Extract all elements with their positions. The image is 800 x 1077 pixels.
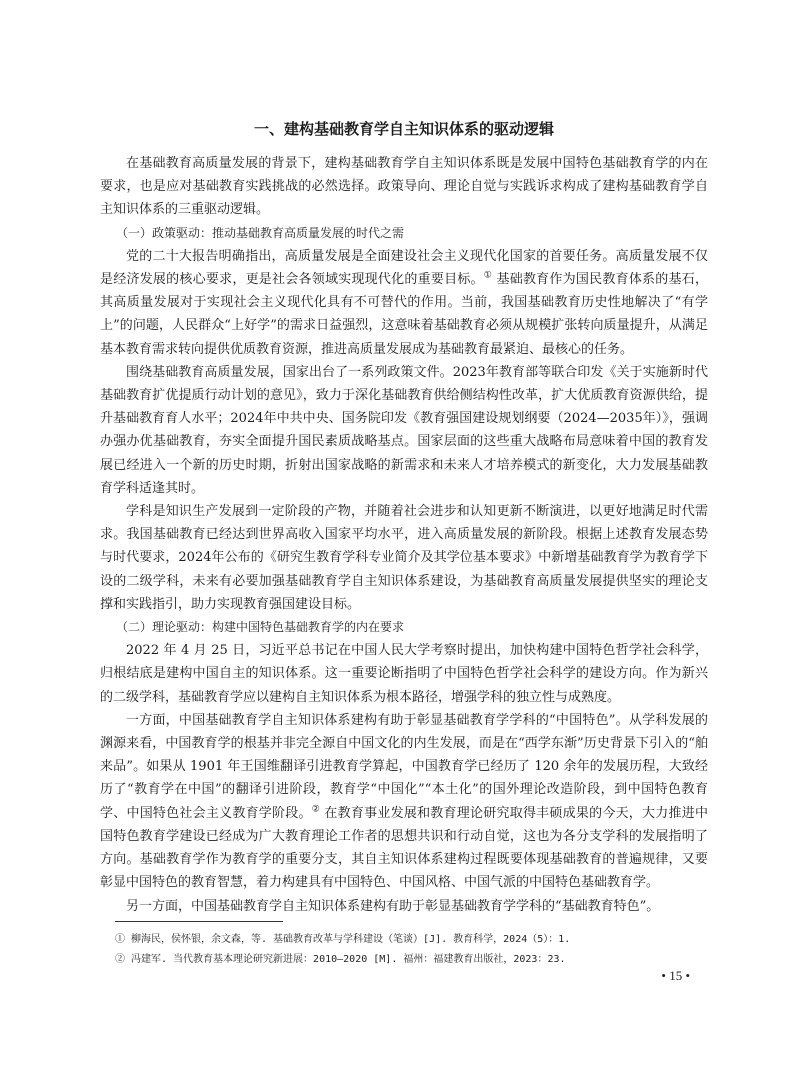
page-number: • 15 •	[661, 968, 690, 983]
paragraph-text: 在教育事业发展和教育理论研究取得丰硕成果的今天，大力推进中国特色教育学建设已经成为广大教育理论工作者的思想共识和行动自觉，这也为各分支学科的发展指明了方向。基础教育学作为教育学的重要分支，其自主知识体系建构过程既要体现基础教育的普遍规律，又要彰显中国特色的教育智慧，着力构建具有中国特色、中国风格、中国气派的中国特色基础教育学。	[100, 805, 708, 891]
footnotes	[115, 930, 715, 970]
footnote-divider	[115, 921, 283, 922]
article-body	[100, 118, 708, 918]
paragraph-text: 党的二十大报告明确指出，高质量发展是全面建设社会主义现代化国家的首要任务。高质量发展不仅是经济发展的核心要求，更是社会各领域实现现代化的重要目标。	[100, 248, 708, 288]
paragraph-theory-3: 另一方面，中国基础教育学自主知识体系建构有助于彰显基础教育学学科的“基础教育特色”。	[126, 898, 660, 914]
footnote-ref-2[interactable]: ②	[311, 804, 321, 815]
paragraph-theory-1: 2022 年 4 月 25 日，习近平总书记在中国人民大学考察时提出，加快构建中国特色哲学社会科学，归根结底是建构中国自主的知识体系。这一重要论断指明了中国特色哲学社会科学的建设方向。作为新兴的二级学科，基础教育学应以建构自主知识体系为根本路径，增强学科的独立性与成熟度。	[100, 643, 708, 705]
footnote-1: ① 柳海民，侯怀银，余文森，等. 基础教育改革与学科建设（笔谈）[J]. 教育科学，2024（5）：1.	[115, 934, 571, 945]
footnote-2: ② 冯建军. 当代教育基本理论研究新进展：2010—2020 [M]. 福州：福建教育出版社，2023：23.	[115, 954, 566, 965]
paragraph-text: 基础教育作为国民教育体系的基石，其高质量发展对于实现社会主义现代化具有不可替代的作用。当前，我国基础教育历史性地解决了“有学上”的问题，人民群众“上好学”的需求日益强烈，这意味着基础教育必须从规模扩张转向质量提升，从满足基本教育需求转向提供优质教育资源，推进高质量发展成为基础教育最紧迫、最核心的任务。	[100, 272, 708, 357]
paragraph-policy-2: 围绕基础教育高质量发展，国家出台了一系列政策文件。2023年教育部等联合印发《关于实施新时代基础教育扩优提质行动计划的意见》，致力于深化基础教育供给侧结构性改革，扩大优质教育资源供给，提升基础教育育人水平；2024年中共中央、国务院印发《教育强国建设规划纲要（2024—2035年）》，强调办强办优基础教育，夯实全面提升国民素质战略基点。国家层面的这些重大战略布局意味着中国的教育发展已经进入一个新的历史时期，折射出国家战略的新需求和未来人才培养模式的新变化，大力发展基础教育学科适逢其时。	[100, 364, 708, 496]
subsection-heading-policy: （一）政策驱动：推动基础教育高质量发展的时代之需	[116, 225, 405, 240]
paragraph-text: 一方面，中国基础教育学自主知识体系建构有助于彰显基础教育学学科的“中国特色”。从学科发展的渊源来看，中国教育学的根基并非完全源自中国文化的内生发展，而是在“西学东渐”历史背景下引入的“舶来品”。如果从 1901 年王国维翻译引进教育学算起，中国教育学已经历了 120 余年的发展历程，大致经历了“教育学在中国”的翻译引进阶段，教育学“中国化”“本土化”的国外理论改造阶段，到中国特色教育学、中国特色社会主义教育学阶段。	[100, 712, 708, 821]
subsection-heading-theory: （二）理论驱动：构建中国特色基础教育学的内在要求	[116, 620, 405, 635]
paragraph-theory-2	[100, 709, 708, 895]
footnote-ref-1[interactable]: ①	[483, 270, 493, 281]
intro-paragraph: 在基础教育高质量发展的背景下，建构基础教育学自主知识体系既是发展中国特色基础教育学的内在要求，也是应对基础教育实践挑战的必然选择。政策导向、理论自觉与实践诉求构成了建构基础教育学自主知识体系的三重驱动逻辑。	[100, 156, 708, 218]
paragraph-policy-1	[100, 245, 708, 361]
paragraph-policy-3: 学科是知识生产发展到一定阶段的产物，并随着社会进步和认知更新不断演进，以更好地满足时代需求。我国基础教育已经达到世界高收入国家平均水平，进入高质量发展的新阶段。根据上述教育发展态势与时代要求，2024年公布的《研究生教育学科专业简介及其学位基本要求》中新增基础教育学为教育学下设的二级学科，未来有必要加强基础教育学自主知识体系建设，为基础教育高质量发展提供坚实的理论支撑和实践指引，助力实现教育强国建设目标。	[100, 504, 708, 612]
section-title: 一、建构基础教育学自主知识体系的驱动逻辑	[253, 120, 554, 138]
